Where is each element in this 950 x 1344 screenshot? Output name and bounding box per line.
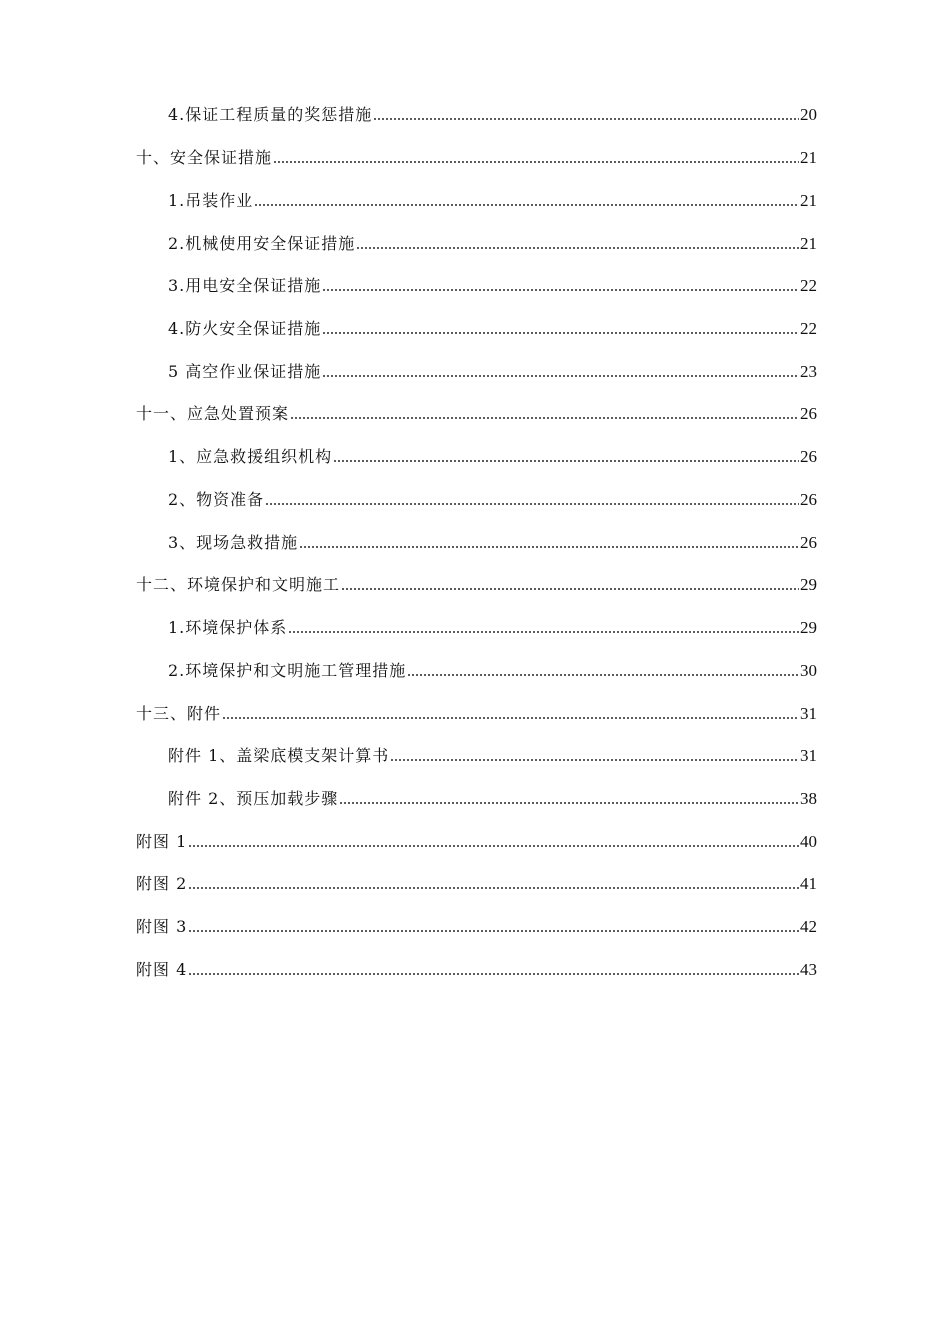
toc-entry-label: 附图 1 xyxy=(136,832,188,851)
toc-entry-label: 十三、附件 xyxy=(136,704,222,723)
toc-dot-leader xyxy=(188,972,799,976)
toc-entry[interactable] xyxy=(168,744,817,768)
toc-dot-leader xyxy=(188,929,799,933)
toc-entry-page: 21 xyxy=(800,148,817,167)
toc-entry[interactable] xyxy=(168,360,817,384)
toc-dot-leader xyxy=(222,716,799,720)
toc-dot-leader xyxy=(254,203,799,207)
toc-dot-leader xyxy=(373,117,799,121)
toc-entry-page: 41 xyxy=(800,874,817,893)
toc-entry[interactable] xyxy=(168,616,817,640)
toc-entry[interactable] xyxy=(136,958,817,982)
toc-entry-page: 42 xyxy=(800,917,817,936)
toc-entry-page: 29 xyxy=(800,575,817,594)
toc-entry-label: 4.保证工程质量的奖惩措施 xyxy=(168,105,373,124)
toc-entry-page: 26 xyxy=(800,533,817,552)
toc-entry[interactable] xyxy=(136,402,817,426)
toc-entry[interactable] xyxy=(168,445,817,469)
toc-entry-label: 十二、环境保护和文明施工 xyxy=(136,575,341,594)
toc-entry[interactable] xyxy=(136,830,817,854)
toc-entry-page: 40 xyxy=(800,832,817,851)
toc-dot-leader xyxy=(299,545,799,549)
toc-dot-leader xyxy=(322,374,799,378)
toc-entry[interactable] xyxy=(136,872,817,896)
toc-dot-leader xyxy=(341,587,799,591)
toc-entry[interactable] xyxy=(136,702,817,726)
toc-dot-leader xyxy=(339,801,799,805)
toc-entry-label: 2.环境保护和文明施工管理措施 xyxy=(168,661,407,680)
toc-entry-page: 30 xyxy=(800,661,817,680)
toc-dot-leader xyxy=(188,844,799,848)
toc-entry-page: 29 xyxy=(800,618,817,637)
toc-entry-page: 31 xyxy=(800,746,817,765)
toc-dot-leader xyxy=(290,416,799,420)
toc-dot-leader xyxy=(322,288,799,292)
toc-dot-leader xyxy=(265,502,799,506)
toc-dot-leader xyxy=(322,331,799,335)
toc-entry-label: 4.防火安全保证措施 xyxy=(168,319,322,338)
toc-entry[interactable] xyxy=(136,915,817,939)
toc-entry-label: 附图 3 xyxy=(136,917,188,936)
toc-entry[interactable] xyxy=(168,531,817,555)
toc-entry-label: 附图 2 xyxy=(136,874,188,893)
toc-entry[interactable] xyxy=(168,659,817,683)
toc-entry-label: 3、现场急救措施 xyxy=(168,533,299,552)
toc-entry-label: 附件 1、盖梁底模支架计算书 xyxy=(168,746,390,765)
toc-entry-label: 1.吊装作业 xyxy=(168,191,254,210)
toc-entry-page: 20 xyxy=(800,105,817,124)
toc-entry-page: 26 xyxy=(800,490,817,509)
toc-entry[interactable] xyxy=(168,232,817,256)
toc-entry[interactable] xyxy=(168,317,817,341)
toc-entry-page: 22 xyxy=(800,276,817,295)
toc-entry[interactable] xyxy=(168,189,817,213)
toc-entry-label: 2、物资准备 xyxy=(168,490,265,509)
toc-entry-page: 26 xyxy=(800,404,817,423)
toc-entry[interactable] xyxy=(168,787,817,811)
toc-entry-label: 2.机械使用安全保证措施 xyxy=(168,234,356,253)
toc-entry[interactable] xyxy=(168,274,817,298)
toc-entry-page: 26 xyxy=(800,447,817,466)
toc-entry[interactable] xyxy=(168,103,817,127)
toc-dot-leader xyxy=(390,758,799,762)
toc-dot-leader xyxy=(407,673,799,677)
toc-entry-page: 38 xyxy=(800,789,817,808)
toc-dot-leader xyxy=(188,886,799,890)
toc-entry[interactable] xyxy=(136,573,817,597)
toc-entry-page: 43 xyxy=(800,960,817,979)
toc-entry-label: 1、应急救援组织机构 xyxy=(168,447,333,466)
toc-entry-page: 31 xyxy=(800,704,817,723)
toc-dot-leader xyxy=(288,630,799,634)
toc-entry-label: 附件 2、预压加载步骤 xyxy=(168,789,339,808)
toc-entry-page: 21 xyxy=(800,191,817,210)
toc-entry-page: 22 xyxy=(800,319,817,338)
toc-entry-label: 1.环境保护体系 xyxy=(168,618,288,637)
toc-entry-label: 十一、应急处置预案 xyxy=(136,404,290,423)
toc-entry-page: 21 xyxy=(800,234,817,253)
toc-entry[interactable] xyxy=(136,146,817,170)
toc-entry-label: 3.用电安全保证措施 xyxy=(168,276,322,295)
toc-entry-page: 23 xyxy=(800,362,817,381)
toc-dot-leader xyxy=(356,246,799,250)
toc-entry[interactable] xyxy=(168,488,817,512)
toc-entry-label: 附图 4 xyxy=(136,960,188,979)
toc-entry-label: 十、安全保证措施 xyxy=(136,148,273,167)
toc-dot-leader xyxy=(333,459,799,463)
toc-dot-leader xyxy=(273,160,799,164)
toc-entry-label: 5 高空作业保证措施 xyxy=(168,362,322,381)
